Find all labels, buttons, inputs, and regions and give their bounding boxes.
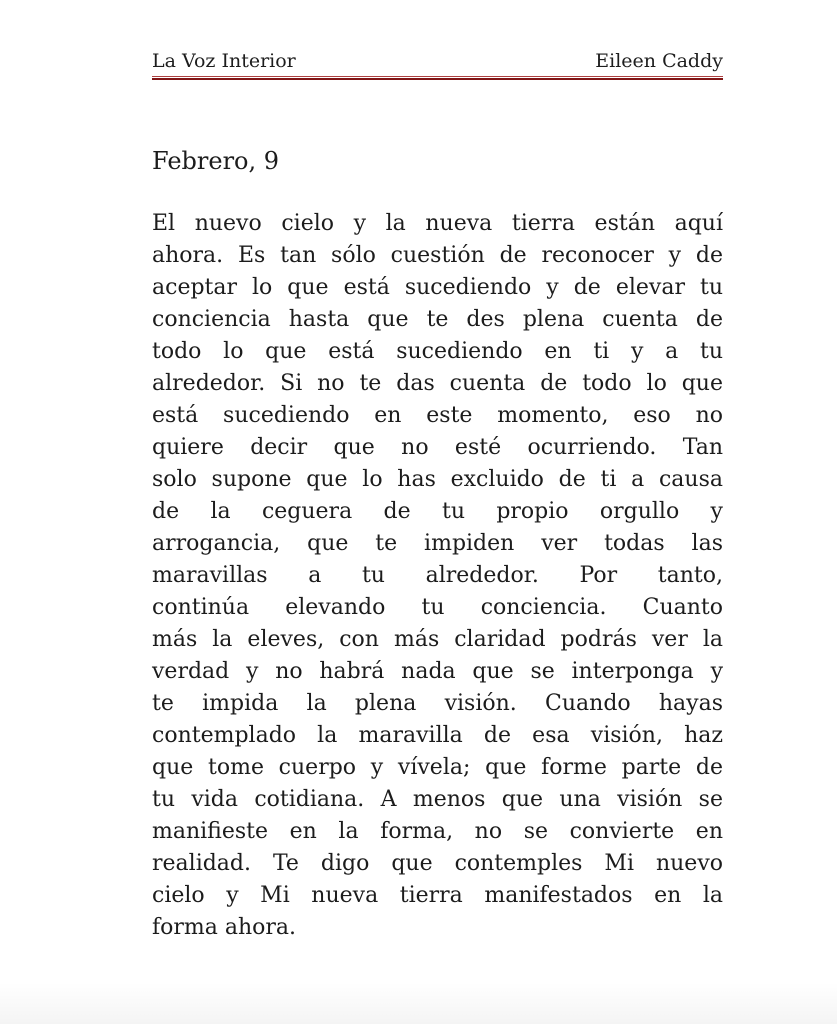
page-bottom-shadow	[0, 982, 837, 1024]
body-line: ahora. Es tan sólo cuestión de reconocer y de	[152, 243, 723, 268]
header-rule-divider	[152, 76, 723, 80]
body-line: aceptar lo que está sucediendo y de elevar tu	[152, 275, 723, 300]
book-title: La Voz Interior	[152, 50, 296, 72]
body-line: manifieste en la forma, no se convierte en	[152, 819, 723, 844]
body-line: solo supone que lo has excluido de ti a causa	[152, 467, 723, 492]
body-line: tu vida cotidiana. A menos que una visión se	[152, 787, 723, 812]
body-line: El nuevo cielo y la nueva tierra están aquí	[152, 211, 723, 236]
body-line: alrededor. Si no te das cuenta de todo lo que	[152, 371, 723, 396]
date-heading: Febrero, 9	[152, 147, 280, 175]
body-line: cielo y Mi nueva tierra manifestados en la	[152, 883, 723, 908]
body-line: más la eleves, con más claridad podrás ver la	[152, 627, 723, 652]
body-line: continúa elevando tu conciencia. Cuanto	[152, 595, 723, 620]
running-header	[152, 49, 723, 73]
body-line: realidad. Te digo que contemples Mi nuevo	[152, 851, 723, 876]
page-content	[152, 0, 723, 944]
body-line: arrogancia, que te impiden ver todas las	[152, 531, 723, 556]
body-line: contemplado la maravilla de esa visión, haz	[152, 723, 723, 748]
body-line: todo lo que está sucediendo en ti y a tu	[152, 339, 723, 364]
body-line: verdad y no habrá nada que se interponga y	[152, 659, 723, 684]
author-name: Eileen Caddy	[595, 50, 723, 72]
body-line: maravillas a tu alrededor. Por tanto,	[152, 563, 723, 588]
body-line: forma ahora.	[152, 915, 297, 940]
body-line: quiere decir que no esté ocurriendo. Tan	[152, 435, 723, 460]
body-line: te impida la plena visión. Cuando hayas	[152, 691, 723, 716]
body-line: conciencia hasta que te des plena cuenta de	[152, 307, 723, 332]
body-text	[152, 208, 723, 944]
body-line: de la ceguera de tu propio orgullo y	[152, 499, 723, 524]
body-line: que tome cuerpo y vívela; que forme parte de	[152, 755, 723, 780]
body-line: está sucediendo en este momento, eso no	[152, 403, 723, 428]
